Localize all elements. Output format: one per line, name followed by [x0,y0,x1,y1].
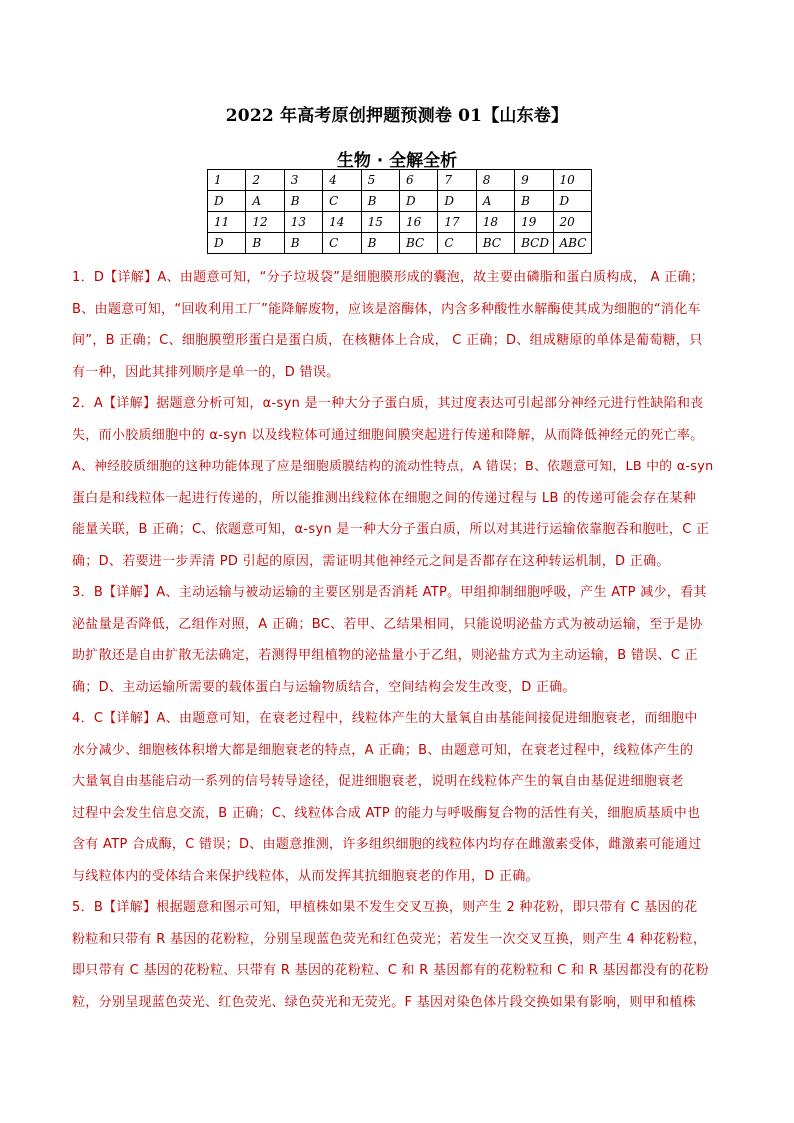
answer-table-cell: B [284,191,322,212]
answer-table-cell: 9 [515,170,553,191]
solution-line [72,451,724,483]
answer-table-cell: B [284,233,322,254]
solution-paragraph [72,262,724,388]
solution-line [72,798,724,830]
solution-line [72,577,724,609]
answer-table-cell: 5 [361,170,399,191]
answer-table-cell: C [323,191,361,212]
solution-text: 与线粒体内的受体结合来保护线粒体，从而发挥其抗细胞衰老的作用，D 正确。 [72,868,539,884]
question-number: 1． [72,270,94,285]
answer-table-cell: D [208,233,246,254]
answer-table-cell: BC [476,233,514,254]
solution-text: B【详解】根据题意和图示可知，甲植株如果不发生交叉互换，则产生 2 种花粉，即只带有 C 基因的花 [93,900,698,915]
solution-text: 确；D、若要进一步弄清 PD 引起的原因，需证明其他神经元之间是否都存在这种转运机制，D 正确。 [72,553,670,569]
solution-line [72,735,724,767]
question-number: 5． [72,900,94,915]
solution-line [72,924,724,956]
answer-table-cell: BC [399,233,437,254]
solution-text: 确；D、主动运输所需要的载体蛋白与运输物质结合，空间结构会发生改变，D 正确。 [72,679,576,695]
solution-text: 水分减少、细胞核体积增大都是细胞衰老的特点，A 正确；B、由题意可知，在衰老过程中，线粒体产生的 [72,742,694,758]
solution-text: 助扩散还是自由扩散无法确定，若测得甲组植物的泌盐量小于乙组，则泌盐方式为主动运输，B 错误、C 正 [72,648,698,663]
solution-line [72,766,724,798]
solution-text: 失，而小胶质细胞中的 α-syn 以及线粒体可通过细胞间膜突起进行传递和降解，从而降低神经元的死亡率。 [72,427,704,443]
solution-line [72,640,724,672]
solution-paragraph [72,388,724,577]
solution-text: 含有 ATP 合成酶，C 错误；D、由题意推测，许多组织细胞的线粒体内均存在雌激素受体，雌激素可能通过 [72,837,702,852]
solution-paragraph [72,577,724,703]
solution-paragraph [72,892,724,1018]
solution-text: 能量关联，B 正确；C、依题意可知，α-syn 是一种大分子蛋白质，所以对其进行运输依靠胞吞和胞吐，C 正 [72,522,710,537]
solution-text: 大量氧自由基能启动一系列的信号转导途径，促进细胞衰老，说明在线粒体产生的氧自由基促进细胞衰老 [72,774,684,789]
solution-line [72,892,724,924]
answer-table-cell: 17 [438,212,476,233]
solution-line [72,861,724,893]
solution-line [72,609,724,641]
answer-table-cell: D [438,191,476,212]
solution-line [72,325,724,357]
answer-table-cell: A [246,191,284,212]
solution-line [72,420,724,452]
answer-table-cell: 15 [361,212,399,233]
solution-line [72,483,724,515]
answer-table-cell: D [553,191,591,212]
page-title: 2022 年高考原创押题预测卷 01【山东卷】 [225,106,569,126]
solution-line [72,672,724,704]
solution-text: 过程中会发生信息交流，B 正确；C、线粒体合成 ATP 的能力与呼吸酶复合物的活性有关，细胞质基质中也 [72,805,701,821]
answer-table-cell: 8 [476,170,514,191]
answer-table-cell: C [438,233,476,254]
solution-line [72,388,724,420]
page-subtitle: 生物 · 全解全析 [336,151,458,171]
answer-table-cell: 18 [476,212,514,233]
answer-table-cell: C [323,233,361,254]
answer-table-cell: B [361,191,399,212]
answer-table-row [208,233,592,254]
solution-text: 粒，分别呈现蓝色荧光、红色荧光、绿色荧光和无荧光。F 基因对染色体片段交换如果有影响，则甲和植株 [72,994,697,1010]
answer-table-cell: 1 [208,170,246,191]
answer-table-cell: BCD [515,233,553,254]
answer-table-row [208,191,592,212]
answer-table-cell: 14 [323,212,361,233]
answer-table-cell: D [399,191,437,212]
solution-text: 蛋白是和线粒体一起进行传递的，所以能推测出线粒体在细胞之间的传递过程与 LB 的传递可能会存在某种 [72,490,697,506]
answer-table-cell: 20 [553,212,591,233]
answer-table-cell: 11 [208,212,246,233]
solution-line [72,829,724,861]
answer-table-cell: B [361,233,399,254]
solution-text: C【详解】A、由题意可知，在衰老过程中，线粒体产生的大量氧自由基能间接促进细胞衰老，而细胞中 [93,711,698,726]
answer-table-cell: ABC [553,233,591,254]
answer-table-cell: 13 [284,212,322,233]
solution-line [72,703,724,735]
solution-line [72,546,724,578]
solution-text: 有一种，因此其排列顺序是单一的，D 错误。 [72,364,340,380]
answer-table-cell: 19 [515,212,553,233]
solution-line [72,294,724,326]
solution-line [72,514,724,546]
solution-text: B【详解】A、主动运输与被动运输的主要区别是否消耗 ATP。甲组抑制细胞呼吸，产生 ATP 减少，看其 [93,585,707,600]
solutions-body [72,262,724,1018]
question-number: 4． [72,711,94,726]
solution-text: A【详解】据题意分析可知，α-syn 是一种大分子蛋白质，其过度表达可引起部分神经元进行性缺陷和丧 [93,396,704,411]
answer-table [207,169,592,254]
answer-table-cell: 2 [246,170,284,191]
solution-line [72,262,724,294]
solution-text: 粉粒和只带有 R 基因的花粉粒，分别呈现蓝色荧光和红色荧光；若发生一次交叉互换，则产生 4 种花粉粒， [72,931,707,947]
answer-table-cell: B [246,233,284,254]
answer-table-cell: 10 [553,170,591,191]
solution-text: 即只带有 C 基因的花粉粒、只带有 R 基因的花粉粒、C 和 R 基因都有的花粉粒和 C 和 R 基因都没有的花粉 [72,963,709,978]
solution-text: 泌盐量是否降低，乙组作对照，A 正确；BC、若甲、乙结果相同，只能说明泌盐方式为被动运输，至于是协 [72,616,703,632]
solution-text: B、由题意可知，“回收利用工厂”能降解废物，应该是溶酶体，内含多种酸性水解酶使其成为细胞的“消化车 [72,301,701,317]
solution-text: D【详解】A、由题意可知，“分子垃圾袋”是细胞膜形成的囊泡，故主要由磷脂和蛋白质构成， A 正确； [93,270,705,285]
answer-table-cell: A [476,191,514,212]
question-number: 2． [72,396,94,411]
answer-table-row [208,212,592,233]
answer-table-cell: 16 [399,212,437,233]
solution-line [72,955,724,987]
answer-table-row [208,170,592,191]
answer-table-cell: 7 [438,170,476,191]
solution-text: 间”，B 正确；C、细胞膜塑形蛋白是蛋白质，在核糖体上合成， C 正确；D、组成糖原的单体是葡萄糖，只 [72,333,703,348]
answer-table-cell: D [208,191,246,212]
solution-paragraph [72,703,724,892]
solution-text: A、神经胶质细胞的这种功能体现了应是细胞质膜结构的流动性特点，A 错误；B、依题意可知，LB 中的 α-syn [72,459,714,474]
answer-table-cell: 12 [246,212,284,233]
answer-table-cell: B [515,191,553,212]
answer-table-cell: 3 [284,170,322,191]
solution-line [72,357,724,389]
question-number: 3． [72,585,94,600]
answer-table-cell: 4 [323,170,361,191]
solution-line [72,987,724,1019]
answer-table-cell: 6 [399,170,437,191]
